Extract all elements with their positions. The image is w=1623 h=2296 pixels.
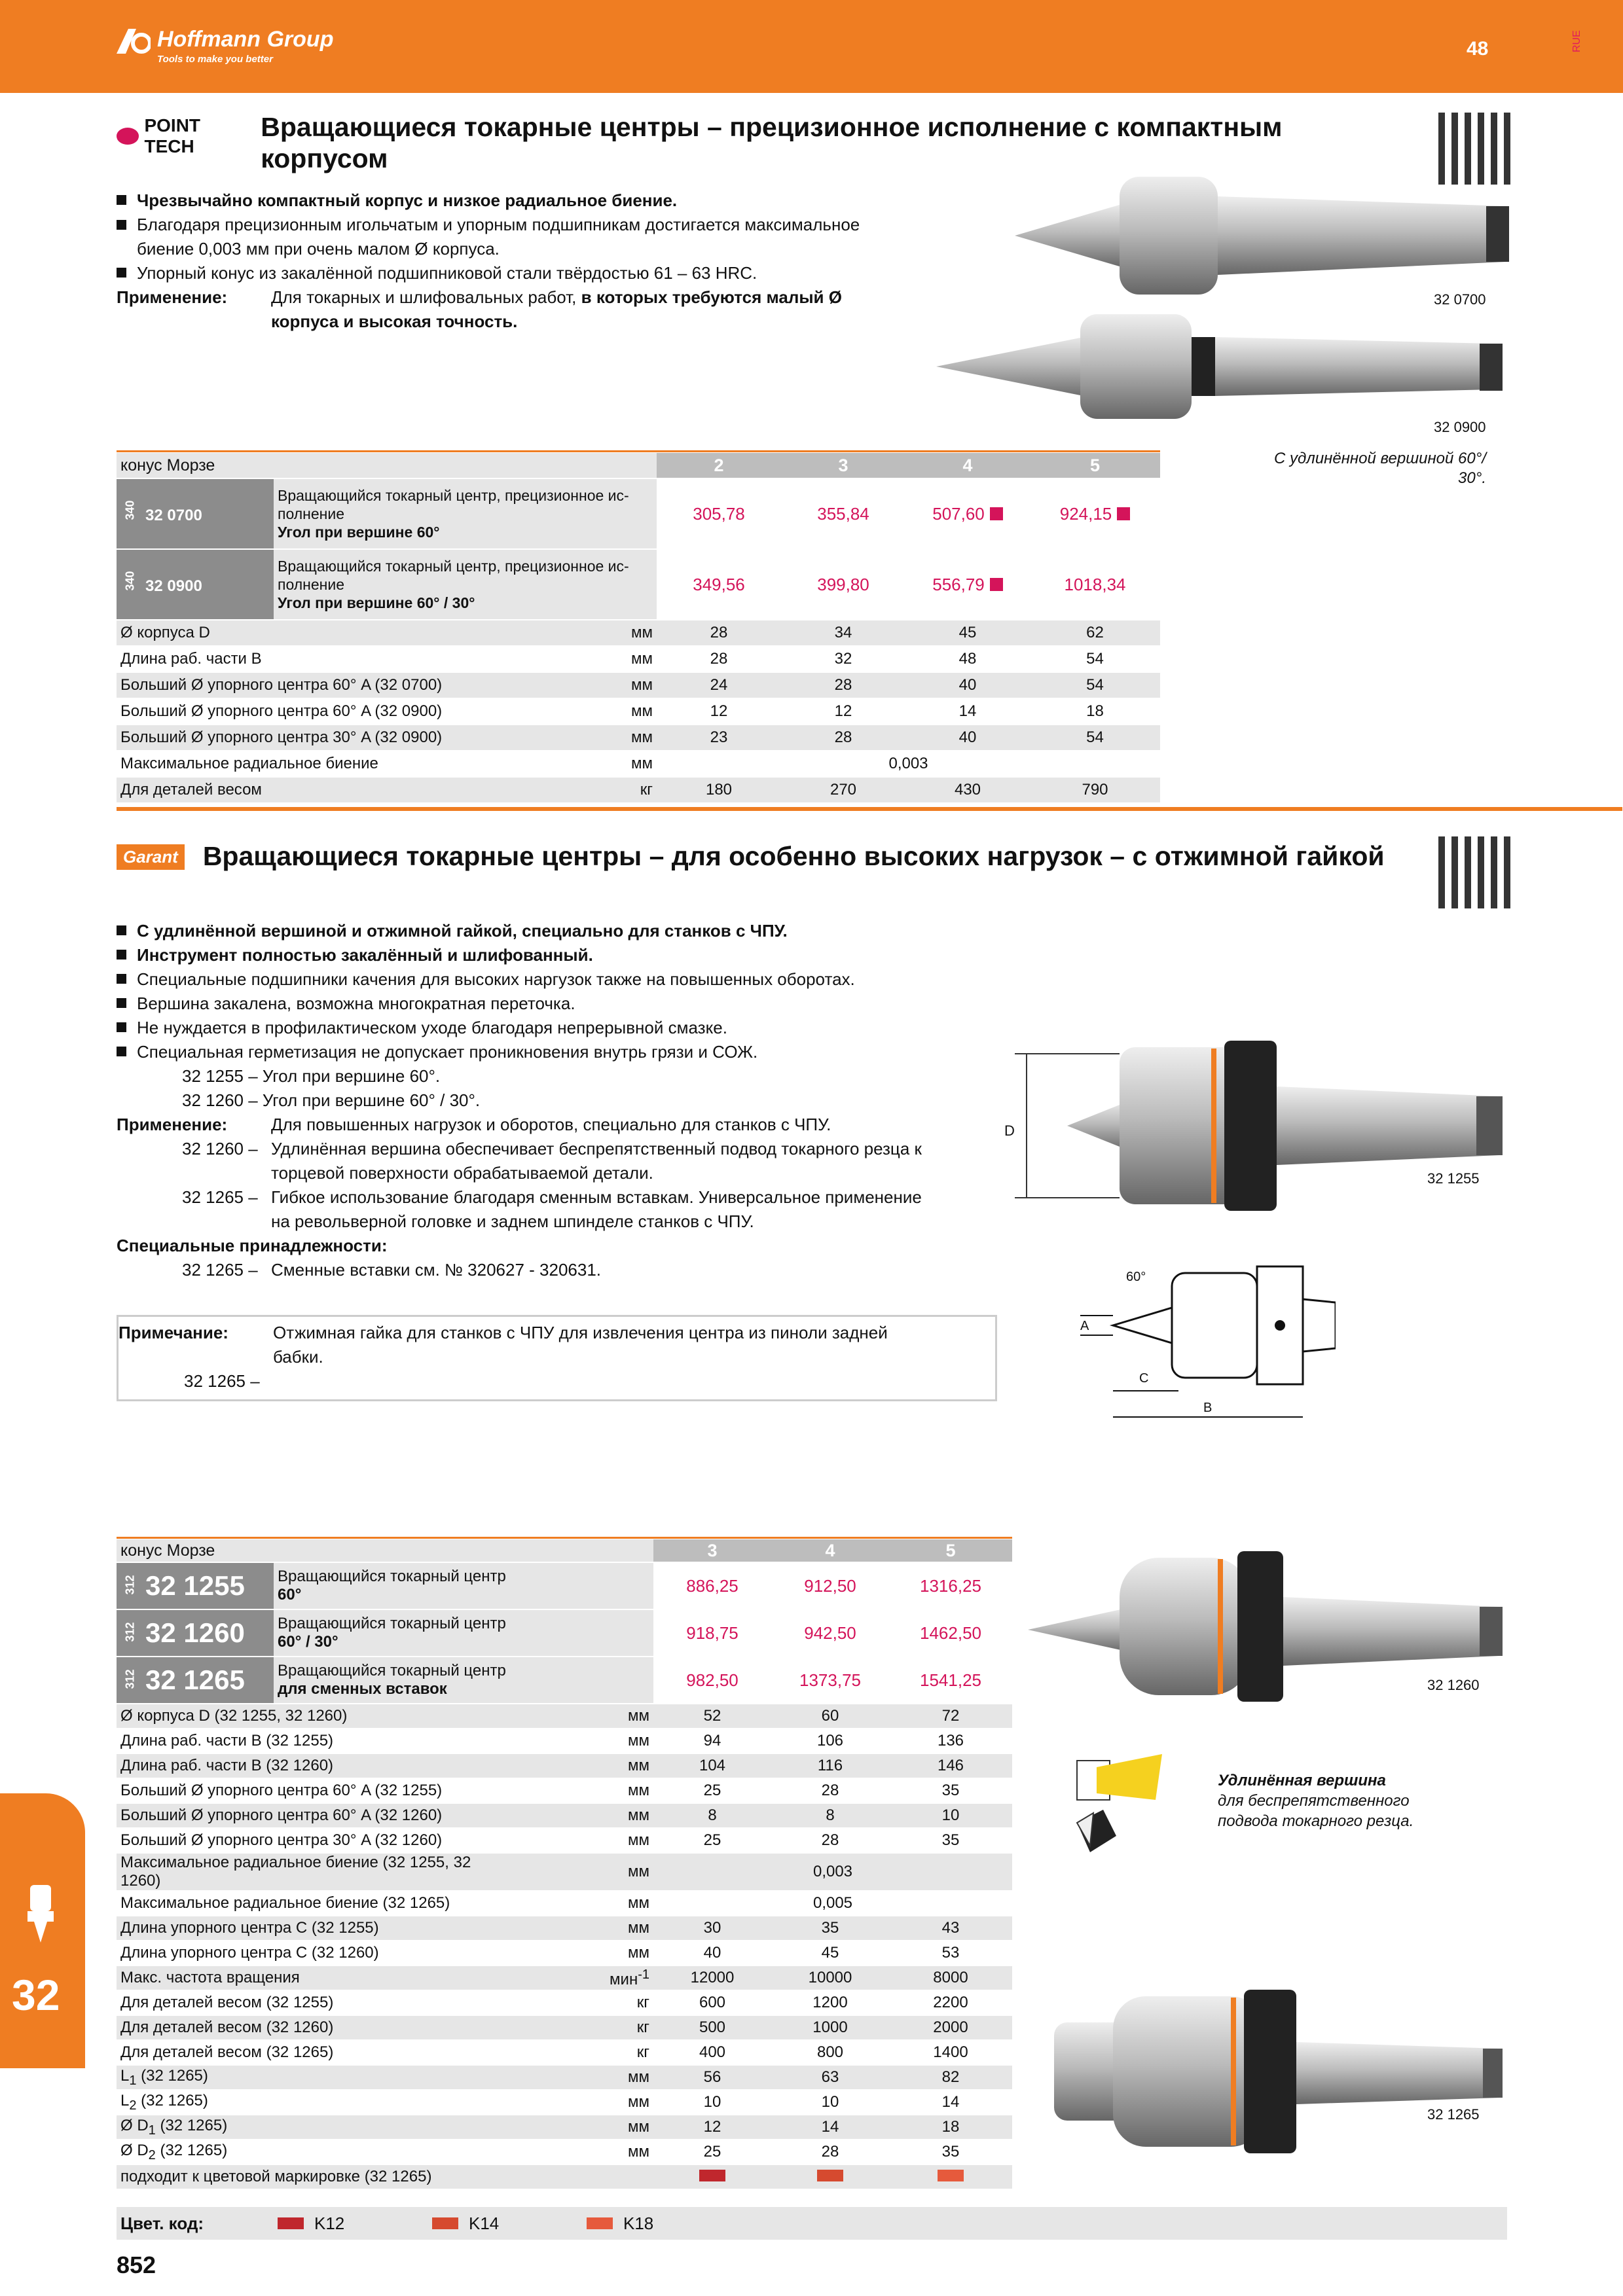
table-header-row (117, 453, 1160, 478)
extended-tip-caption: Удлинённая вершина для беспрепятственного подвода токарного резца. (1218, 1772, 1414, 1830)
spec-value: 45 (905, 620, 1030, 646)
size-header: 5 (889, 1539, 1012, 1562)
spec-value: 35 (889, 2140, 1012, 2164)
color-code-item (587, 2214, 741, 2234)
spec-value: 116 (771, 1753, 889, 1778)
spec-value: 18 (889, 2115, 1012, 2140)
spec-unit: мм (496, 1803, 653, 1828)
spec-unit: мм (500, 620, 657, 646)
spec-value: 14 (905, 698, 1030, 725)
stock-marker-icon (990, 578, 1003, 591)
spec-label: Длина упорного центра C (32 1255) (117, 1916, 496, 1941)
article-description: Вращающийся токарный центр, прецизионное ис- полнение Угол при вершине 60° (274, 478, 657, 549)
spec-unit: мм (496, 1729, 653, 1753)
spec-label: Длина раб. части B (32 1260) (117, 1753, 496, 1778)
accessories-detail: 32 1265 – Сменные вставки см. № 320627 - 320631. (182, 1260, 602, 1280)
spec-unit: кг (496, 2015, 653, 2040)
spec-value: 18 (1030, 698, 1160, 725)
spec-value: 45 (771, 1941, 889, 1965)
article-row[interactable] (117, 1562, 1012, 1609)
spec-value: 54 (1030, 646, 1160, 672)
spec-value: 24 (657, 672, 781, 698)
price-cell: 982,50 (653, 1657, 771, 1704)
spec-value: 430 (905, 777, 1030, 803)
spec-unit: мм (496, 1916, 653, 1941)
spec-label: Макс. частота вращения (117, 1965, 496, 1990)
spec-unit: мм (496, 1753, 653, 1778)
color-swatch-icon (699, 2170, 725, 2181)
spec-value: 28 (771, 2140, 889, 2164)
spec-unit: мм (496, 1704, 653, 1729)
brand-name: Hoffmann Group (157, 27, 334, 52)
spec-row (117, 1990, 1012, 2015)
feature-item: Инструмент полностью закалённый и шлифованный. (117, 943, 1020, 967)
color-marker-cell (653, 2164, 771, 2189)
size-header: 2 (657, 453, 781, 478)
spec-label: подходит к цветовой маркировке (32 1265) (117, 2164, 496, 2189)
price-cell: 399,80 (781, 549, 905, 620)
spec-row (117, 2090, 1012, 2115)
price-cell: 1018,34 (1030, 549, 1160, 620)
section-divider (117, 807, 1622, 811)
spec-label: Больший Ø упорного центра 30° A (32 1260) (117, 1828, 496, 1853)
spec-value: 54 (1030, 725, 1160, 751)
spec-row (117, 620, 1160, 646)
article-number[interactable]: 312 32 1265 (117, 1657, 274, 1704)
spec-unit: мм (500, 698, 657, 725)
spec-label: Для деталей весом (32 1260) (117, 2015, 496, 2040)
live-center-321255-image (1002, 1034, 1512, 1217)
spec-unit: мм (500, 751, 657, 777)
spec-row (117, 1941, 1012, 1965)
application-detail: 32 1260 – Удлинённая вершина обеспечивает беспрепятственный подвод токарного резца к торцевой поверхности обрабатываемой детали. (182, 1139, 922, 1183)
spec-row (117, 2040, 1012, 2065)
spec-label: $L_1$ (32 1265) (117, 2065, 496, 2090)
live-center-321265-image (1048, 1983, 1506, 2160)
price-cell: 942,50 (771, 1609, 889, 1657)
spec-label: Для деталей весом (32 1265) (117, 2040, 496, 2065)
spec-label: Для деталей весом (117, 777, 500, 803)
spec-value: 10000 (771, 1965, 889, 1990)
image-caption: 32 0700 (1434, 291, 1486, 308)
color-marker-cell (771, 2164, 889, 2189)
color-code-legend (117, 2207, 1507, 2240)
spec-value: 43 (889, 1916, 1012, 1941)
spec-value: 94 (653, 1729, 771, 1753)
note-label: Примечание: (119, 1323, 228, 1342)
spec-value: 53 (889, 1941, 1012, 1965)
spec-value: 25 (653, 2140, 771, 2164)
spec-value: 28 (657, 646, 781, 672)
spec-value: 28 (781, 725, 905, 751)
spec-unit: мм (496, 2115, 653, 2140)
note-text: Отжимная гайка для станков с ЧПУ для извлечения центра из пиноли задней бабки. (273, 1323, 888, 1367)
price-cell: 918,75 (653, 1609, 771, 1657)
spec-value: 8000 (889, 1965, 1012, 1990)
spec-value: 10 (889, 1803, 1012, 1828)
section-point-tech (117, 111, 1393, 174)
spec-label: Ø корпуса D (117, 620, 500, 646)
variant-note: 32 1260 – Угол при вершине 60° / 30°. (182, 1090, 481, 1110)
spec-value: 35 (889, 1828, 1012, 1853)
spec-label: Для деталей весом (32 1255) (117, 1990, 496, 2015)
note-box (117, 1315, 997, 1401)
spec-unit: мм (496, 2065, 653, 2090)
spec-row (117, 698, 1160, 725)
color-swatch-icon (278, 2217, 304, 2229)
qr-code-icon[interactable] (1438, 836, 1510, 908)
spec-value: 52 (653, 1704, 771, 1729)
spec-value: 12 (657, 698, 781, 725)
live-center-320900-image (923, 308, 1512, 425)
spec-row (117, 1803, 1012, 1828)
spec-value: 0,003 (657, 751, 1160, 777)
table-header-row (117, 1539, 1012, 1562)
spec-unit: кг (496, 2040, 653, 2065)
morse-taper-label: конус Морзе (117, 1539, 653, 1562)
feature-item: Благодаря прецизионным игольчатым и упорным подшипникам достигается максимальное биение 0,003 мм при очень малом Ø корпуса. (117, 213, 883, 261)
table-top-rule (117, 1537, 1012, 1539)
color-swatch-icon (432, 2217, 458, 2229)
spec-unit: мм (500, 672, 657, 698)
spec-value: 1000 (771, 2015, 889, 2040)
spec-row (117, 1891, 1012, 1916)
spec-value: 25 (653, 1778, 771, 1803)
extended-tip-illustration (1057, 1748, 1169, 1859)
brand-tagline: Tools to make you better (157, 54, 273, 65)
article-description: Вращающийся токарный центр, прецизионное ис- полнение Угол при вершине 60° / 30° (274, 549, 657, 620)
spec-table-2 (117, 1539, 1012, 2190)
size-header: 5 (1030, 453, 1160, 478)
spec-row (117, 1753, 1012, 1778)
article-row[interactable] (117, 478, 1160, 549)
spec-value: 12 (653, 2115, 771, 2140)
morse-taper-label: конус Морзе (117, 453, 657, 478)
spec-value: 10 (653, 2090, 771, 2115)
point-tech-label: POINT TECH (144, 115, 201, 156)
image-note: С удлинённой вершиной 60°/ 30°. (1274, 450, 1486, 487)
spec-label: $L_2$ (32 1265) (117, 2090, 496, 2115)
spec-value: 500 (653, 2015, 771, 2040)
chapter-number: 32 (12, 1971, 60, 2019)
spec-value: 270 (781, 777, 905, 803)
spec-value: 40 (653, 1941, 771, 1965)
article-number[interactable]: 312 32 1255 (117, 1562, 274, 1609)
stock-marker-icon (1117, 507, 1130, 520)
spec-value: 56 (653, 2065, 771, 2090)
price-cell: 355,84 (781, 478, 905, 549)
language-code: RUE (1571, 30, 1582, 52)
image-caption: 32 1260 (1427, 1677, 1480, 1693)
page-number: 852 (117, 2251, 156, 2278)
article-number[interactable]: 340 32 0700 (117, 478, 274, 549)
feature-item: Чрезвычайно компактный корпус и низкое радиальное биение. (117, 188, 883, 213)
spec-value: 40 (905, 672, 1030, 698)
spec-unit: мм (496, 2140, 653, 2164)
size-header: 4 (905, 453, 1030, 478)
color-code-name: K14 (469, 2213, 500, 2233)
spec-value: 82 (889, 2065, 1012, 2090)
spec-value: 30 (653, 1916, 771, 1941)
spec-row (117, 1729, 1012, 1753)
spec-value: 63 (771, 2065, 889, 2090)
spec-value: 40 (905, 725, 1030, 751)
spec-label: Максимальное радиальное биение (32 1265) (117, 1891, 496, 1916)
article-number[interactable]: 340 32 0900 (117, 549, 274, 620)
price-cell: 1316,25 (889, 1562, 1012, 1609)
application-detail: 32 1265 – Гибкое использование благодаря сменным вставкам. Универсальное применение на револьверной головке и заднем шпинделе станков с ЧПУ. (182, 1187, 922, 1231)
price-cell: 924,15 (1030, 478, 1160, 549)
dimension-label: C (1139, 1371, 1149, 1386)
catalog-section-number: 48 (1467, 38, 1489, 60)
spec-row (117, 1916, 1012, 1941)
spec-unit: мм (496, 1891, 653, 1916)
spec-row (117, 2140, 1012, 2164)
image-caption: 32 0900 (1434, 419, 1486, 435)
spec-unit: мм (496, 1828, 653, 1853)
size-header: 3 (653, 1539, 771, 1562)
color-swatch-icon (587, 2217, 613, 2229)
spec-unit: мм (496, 2090, 653, 2115)
table-top-rule (117, 450, 1160, 452)
article-description: Вращающийся токарный центр 60° / 30° (274, 1609, 653, 1657)
spec-row (117, 1828, 1012, 1853)
feature-item: С удлинённой вершиной и отжимной гайкой, специально для станков с ЧПУ. (117, 919, 1020, 943)
spec-row (117, 777, 1160, 803)
spec-row (117, 1965, 1012, 1990)
color-marker-cell (889, 2164, 1012, 2189)
section-title: Вращающиеся токарные центры – прецизионное исполнение с компактным корпусом (261, 112, 1283, 173)
spec-value: 23 (657, 725, 781, 751)
spec-label: Длина раб. части B (117, 646, 500, 672)
price-cell: 305,78 (657, 478, 781, 549)
spec-value: 54 (1030, 672, 1160, 698)
spec-value: 14 (889, 2090, 1012, 2115)
section-garant (117, 840, 1413, 872)
article-description: Вращающийся токарный центр 60° (274, 1562, 653, 1609)
spec-value: 28 (781, 672, 905, 698)
spec-row (117, 1853, 1012, 1891)
spec-value: 12 (781, 698, 905, 725)
spec-value: 8 (653, 1803, 771, 1828)
hoffmann-logo[interactable] (117, 26, 333, 72)
spec-unit: мм (500, 725, 657, 751)
dimension-label: B (1203, 1401, 1213, 1415)
spec-value: 28 (771, 1828, 889, 1853)
chapter-side-tab[interactable] (0, 1793, 85, 2068)
spec-unit: кг (500, 777, 657, 803)
spec-value: 146 (889, 1753, 1012, 1778)
logo-mark-icon (117, 26, 151, 55)
spec-row (117, 2115, 1012, 2140)
spec-value: 790 (1030, 777, 1160, 803)
price-cell: 1373,75 (771, 1657, 889, 1704)
spec-value: 35 (771, 1916, 889, 1941)
price-cell: 507,60 (905, 478, 1030, 549)
spec-value: 0,003 (653, 1853, 1012, 1891)
dimension-drawing (1074, 1260, 1336, 1424)
spec-label: Максимальное радиальное биение (117, 751, 500, 777)
price-cell: 1462,50 (889, 1609, 1012, 1657)
spec-unit: мм (496, 1941, 653, 1965)
article-row[interactable] (117, 1609, 1012, 1657)
article-row[interactable] (117, 1657, 1012, 1704)
variant-note: 32 1255 – Угол при вершине 60°. (182, 1066, 441, 1086)
color-swatch-icon (817, 2170, 843, 2181)
color-swatch-icon (938, 2170, 964, 2181)
feature-list (117, 188, 883, 334)
spec-value: 1200 (771, 1990, 889, 2015)
size-header: 4 (771, 1539, 889, 1562)
price-cell: 1541,25 (889, 1657, 1012, 1704)
spec-row (117, 2065, 1012, 2090)
feature-item: Упорный конус из закалённой подшипниковой стали твёрдостью 61 – 63 HRC. (117, 261, 883, 285)
feature-item: Специальные подшипники качения для высоких наргузок также на повышенных оборотах. (117, 967, 1020, 992)
spec-value: 12000 (653, 1965, 771, 1990)
angle-label: 60° (1126, 1270, 1146, 1284)
price-cell: 912,50 (771, 1562, 889, 1609)
article-number[interactable]: 312 32 1260 (117, 1609, 274, 1657)
spec-value: 10 (771, 2090, 889, 2115)
spec-label: Больший Ø упорного центра 60° A (32 1260) (117, 1803, 496, 1828)
spec-value: 32 (781, 646, 905, 672)
spec-label: Больший Ø упорного центра 60° A (32 1255) (117, 1778, 496, 1803)
live-center-tab-icon (25, 1885, 56, 1944)
spec-row (117, 725, 1160, 751)
size-header: 3 (781, 453, 905, 478)
spec-unit: мм (500, 646, 657, 672)
spec-row (117, 646, 1160, 672)
spec-value: 48 (905, 646, 1030, 672)
dimension-label: A (1080, 1319, 1089, 1333)
spec-label: Ø корпуса D (32 1255, 32 1260) (117, 1704, 496, 1729)
spec-unit (496, 2164, 653, 2189)
color-code-label: Цвет. код: (120, 2213, 204, 2233)
spec-value: 25 (653, 1828, 771, 1853)
spec-unit: мм (496, 1853, 653, 1891)
live-center-320700-image (1002, 170, 1512, 301)
price-cell: 349,56 (657, 549, 781, 620)
section-title: Вращающиеся токарные центры – для особенно высоких нагрузок – с отжимной гайкой (202, 841, 1385, 871)
feature-item: Специальная герметизация не допускает проникновения внутрь грязи и СОЖ. (117, 1040, 1020, 1064)
spec-value: 35 (889, 1778, 1012, 1803)
spec-value: 28 (657, 620, 781, 646)
spec-value: 60 (771, 1704, 889, 1729)
garant-logo: Garant (117, 844, 185, 870)
note-code: 32 1265 – (184, 1371, 260, 1391)
article-description: Вращающийся токарный центр для сменных вставок (274, 1657, 653, 1704)
spec-unit: мин$^{-1}$ (496, 1965, 653, 1990)
spec-value: 800 (771, 2040, 889, 2065)
spec-value: 400 (653, 2040, 771, 2065)
stock-marker-icon (990, 507, 1003, 520)
color-code-name: K12 (314, 2213, 345, 2233)
spec-label: Больший Ø упорного центра 60° A (32 0700) (117, 672, 500, 698)
color-code-item (278, 2214, 432, 2234)
spec-value: 136 (889, 1729, 1012, 1753)
spec-value: 600 (653, 1990, 771, 2015)
spec-value: 2200 (889, 1990, 1012, 2015)
color-code-item (432, 2214, 587, 2234)
price-cell: 886,25 (653, 1562, 771, 1609)
spec-row (117, 2015, 1012, 2040)
application: Применение: Для токарных и шлифовальных работ, в которых требуются малый Ø корпуса и высокая точность. (117, 287, 842, 331)
spec-label: Ø $D_1$ (32 1265) (117, 2115, 496, 2140)
image-caption: 32 1265 (1427, 2106, 1480, 2123)
spec-row (117, 2164, 1012, 2189)
accessories-label: Специальные принадлежности: (117, 1236, 388, 1255)
spec-label: Длина упорного центра C (32 1260) (117, 1941, 496, 1965)
price-cell: 556,79 (905, 549, 1030, 620)
point-tech-badge-icon (117, 128, 139, 145)
spec-value: 34 (781, 620, 905, 646)
spec-value: 2000 (889, 2015, 1012, 2040)
spec-value: 104 (653, 1753, 771, 1778)
spec-row (117, 1778, 1012, 1803)
application: Применение: Для повышенных нагрузок и оборотов, специально для станков с ЧПУ. (117, 1115, 831, 1134)
dimension-label: D (1004, 1122, 1015, 1139)
spec-value: 0,005 (653, 1891, 1012, 1916)
spec-table-1 (117, 453, 1160, 804)
spec-value: 8 (771, 1803, 889, 1828)
feature-item: Не нуждается в профилактическом уходе благодаря непрерывной смазке. (117, 1016, 1020, 1040)
spec-value: 180 (657, 777, 781, 803)
spec-value: 1400 (889, 2040, 1012, 2065)
article-row[interactable] (117, 549, 1160, 620)
color-code-name: K18 (623, 2213, 654, 2233)
spec-label: Длина раб. части B (32 1255) (117, 1729, 496, 1753)
spec-value: 14 (771, 2115, 889, 2140)
spec-label: Больший Ø упорного центра 30° A (32 0900) (117, 725, 500, 751)
spec-row (117, 751, 1160, 777)
spec-unit: кг (496, 1990, 653, 2015)
spec-label: Максимальное радиальное биение (32 1255, 32 1260) (117, 1853, 496, 1891)
spec-row (117, 672, 1160, 698)
spec-label: Больший Ø упорного центра 60° A (32 0900) (117, 698, 500, 725)
spec-value: 28 (771, 1778, 889, 1803)
spec-row (117, 1704, 1012, 1729)
spec-unit: мм (496, 1778, 653, 1803)
image-caption: 32 1255 (1427, 1170, 1480, 1187)
spec-value: 106 (771, 1729, 889, 1753)
spec-value: 62 (1030, 620, 1160, 646)
point-tech-logo (117, 115, 245, 157)
spec-value: 72 (889, 1704, 1012, 1729)
feature-item: Вершина закалена, возможна многократная переточка. (117, 992, 1020, 1016)
feature-list (117, 919, 1020, 1282)
spec-label: Ø $D_2$ (32 1265) (117, 2140, 496, 2164)
